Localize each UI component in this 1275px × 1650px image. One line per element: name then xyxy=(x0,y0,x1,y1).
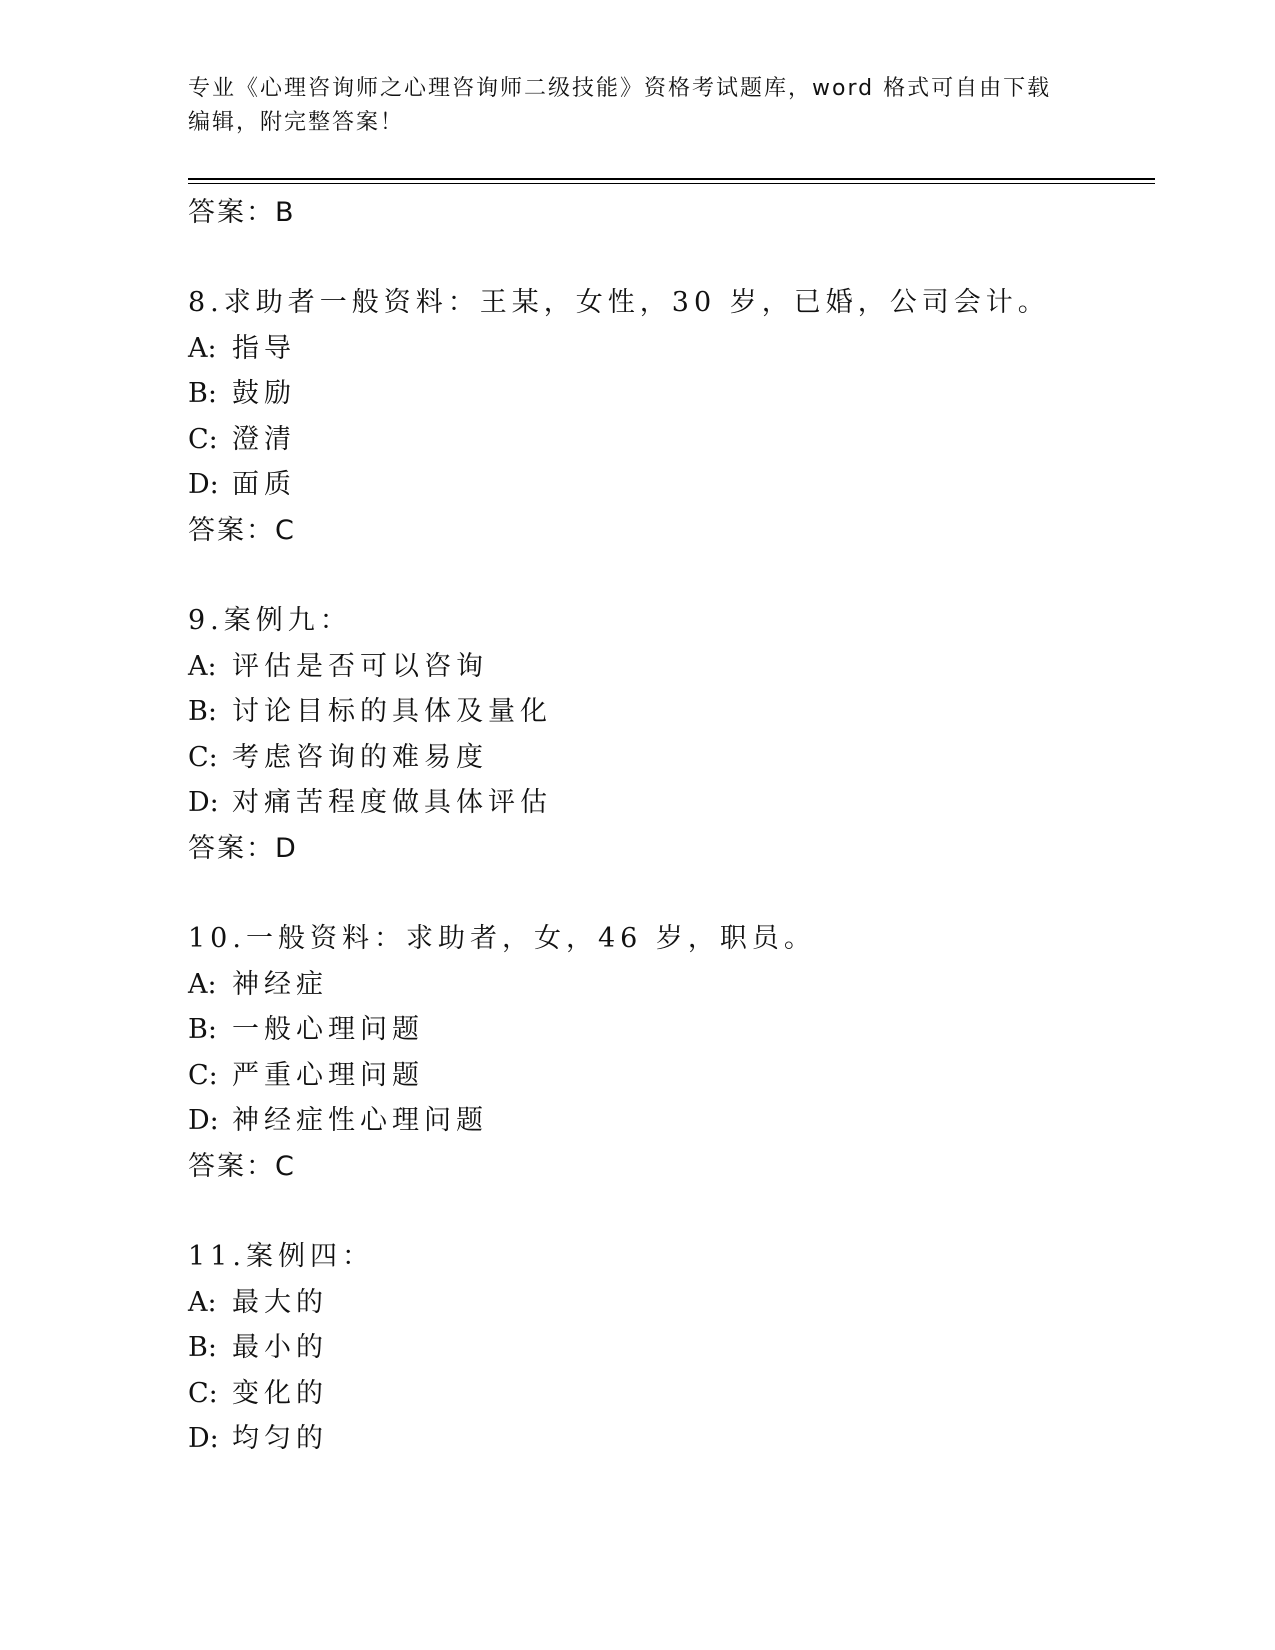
header-line-1: 专业《心理咨询师之心理咨询师二级技能》资格考试题库，word 格式可自由下载 xyxy=(188,76,1052,101)
option-key: B: xyxy=(188,1014,217,1046)
option-key: A: xyxy=(188,1286,217,1318)
option-key: B: xyxy=(188,1332,217,1364)
option-text: 指导 xyxy=(232,332,296,364)
option-key: C: xyxy=(188,1377,218,1409)
option-b xyxy=(188,1325,1148,1371)
question-stem: 8.求助者一般资料：王某，女性，30 岁，已婚，公司会计。 xyxy=(188,287,1050,318)
option-b xyxy=(188,689,1148,735)
option-a xyxy=(188,326,1148,372)
option-a xyxy=(188,962,1148,1008)
option-c xyxy=(188,735,1148,781)
answer-line: 答案：C xyxy=(188,1150,296,1182)
option-text: 一般心理问题 xyxy=(232,1014,424,1046)
answer-line: 答案：D xyxy=(188,832,298,864)
option-text: 最大的 xyxy=(232,1286,328,1318)
answer-line: 答案：C xyxy=(188,514,296,546)
option-key: A: xyxy=(188,650,217,682)
question-item xyxy=(188,280,1148,554)
option-d xyxy=(188,780,1148,826)
question-item xyxy=(188,916,1148,1190)
option-text: 面质 xyxy=(232,469,296,501)
option-key: D: xyxy=(188,1105,219,1137)
answer-line: 答案：B xyxy=(188,197,296,228)
option-text: 均匀的 xyxy=(232,1423,328,1455)
option-c xyxy=(188,1053,1148,1099)
option-text: 评估是否可以咨询 xyxy=(232,650,488,682)
option-a xyxy=(188,1280,1148,1326)
option-key: C: xyxy=(188,741,218,773)
option-text: 澄清 xyxy=(232,423,296,455)
option-text: 神经症 xyxy=(232,968,328,1000)
option-c xyxy=(188,1371,1148,1417)
question-list xyxy=(188,190,1148,1462)
option-key: D: xyxy=(188,1423,219,1455)
option-b xyxy=(188,371,1148,417)
header-divider-thin xyxy=(188,183,1155,184)
question-stem: 9.案例九： xyxy=(188,604,352,636)
option-a xyxy=(188,644,1148,690)
header-line-2: 编辑，附完整答案！ xyxy=(188,110,405,135)
option-d xyxy=(188,1416,1148,1462)
option-text: 严重心理问题 xyxy=(232,1059,424,1091)
option-key: B: xyxy=(188,696,217,728)
option-text: 变化的 xyxy=(232,1377,328,1409)
option-key: B: xyxy=(188,378,217,410)
option-text: 鼓励 xyxy=(232,378,296,410)
option-text: 最小的 xyxy=(232,1332,328,1364)
option-text: 神经症性心理问题 xyxy=(232,1105,488,1137)
option-key: D: xyxy=(188,787,219,819)
option-key: C: xyxy=(188,423,218,455)
question-stem: 10.一般资料：求助者，女，46 岁，职员。 xyxy=(188,922,816,954)
option-text: 对痛苦程度做具体评估 xyxy=(232,787,552,819)
option-key: A: xyxy=(188,332,217,364)
option-text: 讨论目标的具体及量化 xyxy=(232,696,552,728)
header-divider-thick xyxy=(188,178,1155,180)
question-stem: 11.案例四： xyxy=(188,1240,374,1272)
question-item xyxy=(188,1234,1148,1462)
option-b xyxy=(188,1007,1148,1053)
option-key: A: xyxy=(188,968,217,1000)
option-key: D: xyxy=(188,469,219,501)
option-text: 考虑咨询的难易度 xyxy=(232,741,488,773)
option-d xyxy=(188,1098,1148,1144)
option-c xyxy=(188,417,1148,463)
option-key: C: xyxy=(188,1059,218,1091)
question-item xyxy=(188,598,1148,872)
option-d xyxy=(188,462,1148,508)
document-header xyxy=(188,72,1088,140)
